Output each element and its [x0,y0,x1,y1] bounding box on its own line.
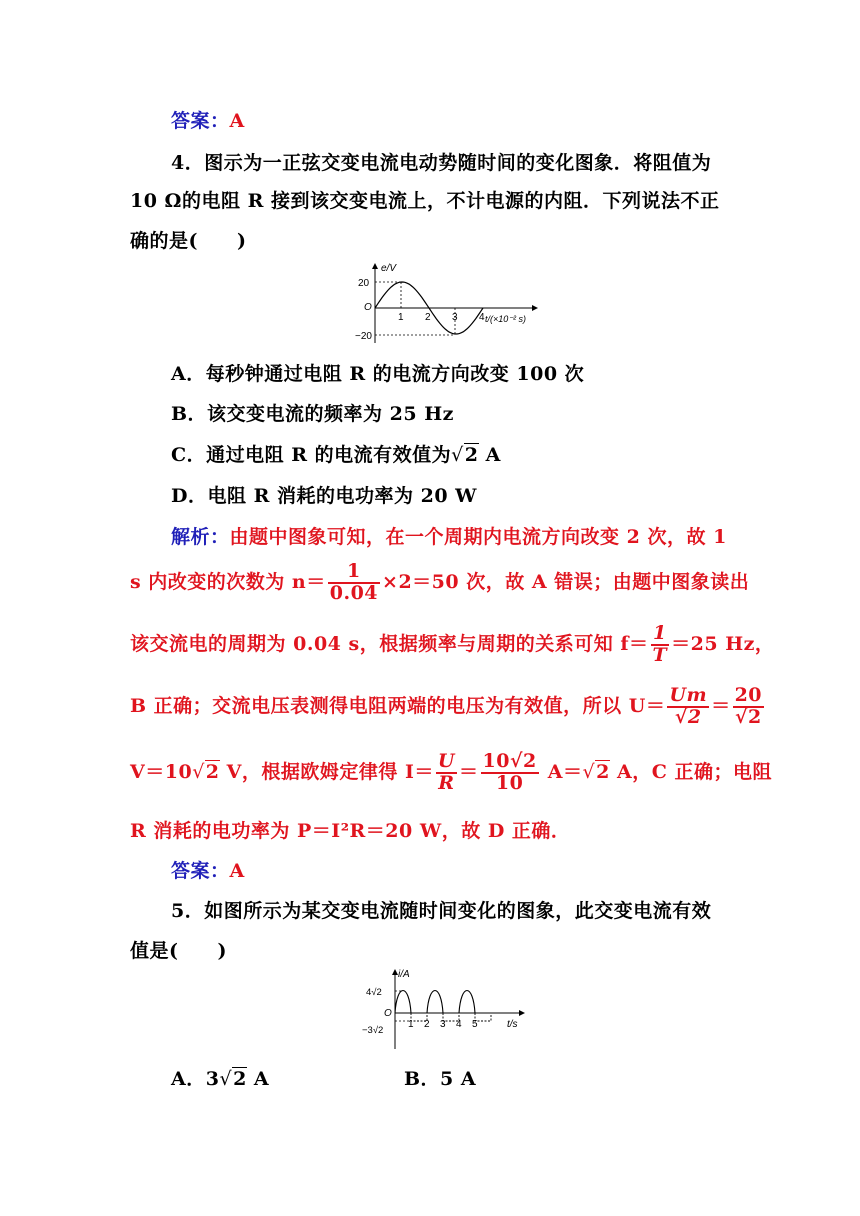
y-tick-bottom: −3√2 [362,1025,384,1036]
analysis-line6: R 消耗的电功率为 P＝I²R＝20 W，故 D 正确． [130,820,571,842]
sqrt-value: 2 [596,760,610,783]
analysis-text2b: ×2＝50 次，故 A 错误；由题中图象读出 [382,570,750,593]
frac-den: R [436,772,457,794]
y-axis-label: i/A [398,969,410,980]
x-tick-1: 1 [398,312,404,323]
x-tick-4: 4 [456,1019,462,1030]
analysis-label: 解析： [171,526,230,548]
frac-num-coef: 10 [482,750,510,772]
x-tick-2: 2 [424,1019,430,1030]
q4-option-c-value: 2 [464,444,479,466]
x-tick-4: 4 [479,312,485,323]
q4-option-d: D．电阻 R 消耗的电功率为 20 W [171,485,478,507]
analysis-text1: 由题中图象可知，在一个周期内电流方向改变 2 次，故 1 [229,526,727,548]
arch-1 [395,991,411,1014]
x-axis-label: t/s [507,1019,518,1030]
x-axis-label: t/(×10⁻² s) [485,314,527,324]
fraction-1-over-T [651,624,670,666]
answer-label: 答案： [171,110,230,132]
frac-num: 20 [734,684,763,706]
q4-answer [171,856,245,883]
fraction-10root2-over-10 [481,752,539,794]
q4-stem-line2: 10 Ω的电阻 R 接到该交变电流上，不计电源的内阻．下列说法不正 [130,190,720,212]
frac-den: √2 [667,706,709,728]
x-tick-1: 1 [408,1019,414,1030]
frac-num: U [437,750,455,772]
q5-stem-line1: 5．如图所示为某交变电流随时间变化的图象，此交变电流有效 [171,900,712,922]
x-tick-2: 2 [425,312,431,323]
x-tick-3: 3 [440,1019,446,1030]
answer-value: A [229,110,245,132]
arch-3 [459,991,475,1014]
q4-option-b: B．该交变电流的频率为 25 Hz [171,403,454,425]
analysis-text5a: V＝10 [130,760,193,783]
frac-den: 0.04 [329,581,379,604]
analysis-text3a: 该交流电的周期为 0.04 s，根据频率与周期的关系可知 f＝ [130,632,649,655]
analysis-line4 [130,686,766,728]
fraction-U-over-R [436,752,457,794]
q4-stem-line1: 4．图示为一正弦交变电流电动势随时间的变化图象．将阻值为 [171,152,712,174]
frac-num-root: 2 [522,750,537,772]
q4-option-c [171,440,501,467]
frac-den: 10 [481,772,539,794]
sqrt-value: 2 [233,1068,247,1090]
fraction-1-over-004 [328,562,380,604]
x-tick-3: 3 [452,312,458,323]
q5-stem-line2: 值是( ) [130,940,227,962]
q5-current-graph [362,965,532,1053]
q4-emf-graph [355,258,545,348]
q5-option-a-text: A．3 [171,1068,220,1090]
origin-label: O [384,1008,392,1019]
frac-num: 1 [347,560,361,582]
analysis-line3 [130,624,774,666]
analysis-text5c: A＝ [540,760,583,783]
x-tick-5: 5 [472,1019,478,1030]
analysis-text2a: s 内改变的次数为 n＝ [130,570,326,593]
q4-stem-line3: 确的是( ) [130,230,247,252]
frac-den-value: 2 [687,705,702,728]
fraction-um-over-root2 [667,686,709,728]
arch-2 [427,991,443,1014]
fraction-20-over-root2 [733,686,764,728]
analysis-line2 [130,562,749,604]
frac-num: Um [669,684,708,706]
answer-label: 答案： [171,860,230,882]
y-tick-20: 20 [358,278,370,289]
analysis-line1 [171,522,727,549]
q5-option-a [171,1064,269,1091]
analysis-line5 [130,752,772,794]
answer-value: A [229,860,245,882]
origin-label: O [364,302,372,313]
q4-option-c-unit: A [478,444,501,466]
sqrt-symbol: √2 [451,444,479,466]
analysis-text3b: ＝25 Hz， [671,632,775,655]
analysis-text5d: A，C 正确；电阻 [609,760,772,783]
analysis-text4a: B 正确；交流电压表测得电阻两端的电压为有效值，所以 U＝ [130,694,666,717]
frac-num: 1 [652,622,667,644]
frac-den: T [652,643,668,666]
sqrt-symbol: √2 [219,1068,247,1090]
q4-option-a: A．每秒钟通过电阻 R 的电流方向改变 100 次 [171,363,585,385]
q5-option-a-unit: A [246,1068,270,1090]
sqrt-symbol: √2 [582,760,610,783]
frac-den-value: 2 [747,705,762,728]
sqrt-symbol: √2 [192,760,220,783]
analysis-text5b: V，根据欧姆定律得 I＝ [219,760,434,783]
y-tick-neg20: −20 [355,331,372,342]
y-tick-top: 4√2 [366,987,382,998]
equals-sign: ＝ [711,694,731,717]
frac-num: 10√2 [482,750,537,772]
sqrt-value: 2 [205,760,220,783]
y-axis-label: e/V [381,263,397,274]
prev-answer [171,106,245,133]
frac-den: √2 [733,706,764,728]
q5-option-b: B．5 A [404,1068,477,1090]
equals-sign: ＝ [458,760,479,783]
q4-option-c-text: C．通过电阻 R 的电流有效值为 [171,444,452,466]
